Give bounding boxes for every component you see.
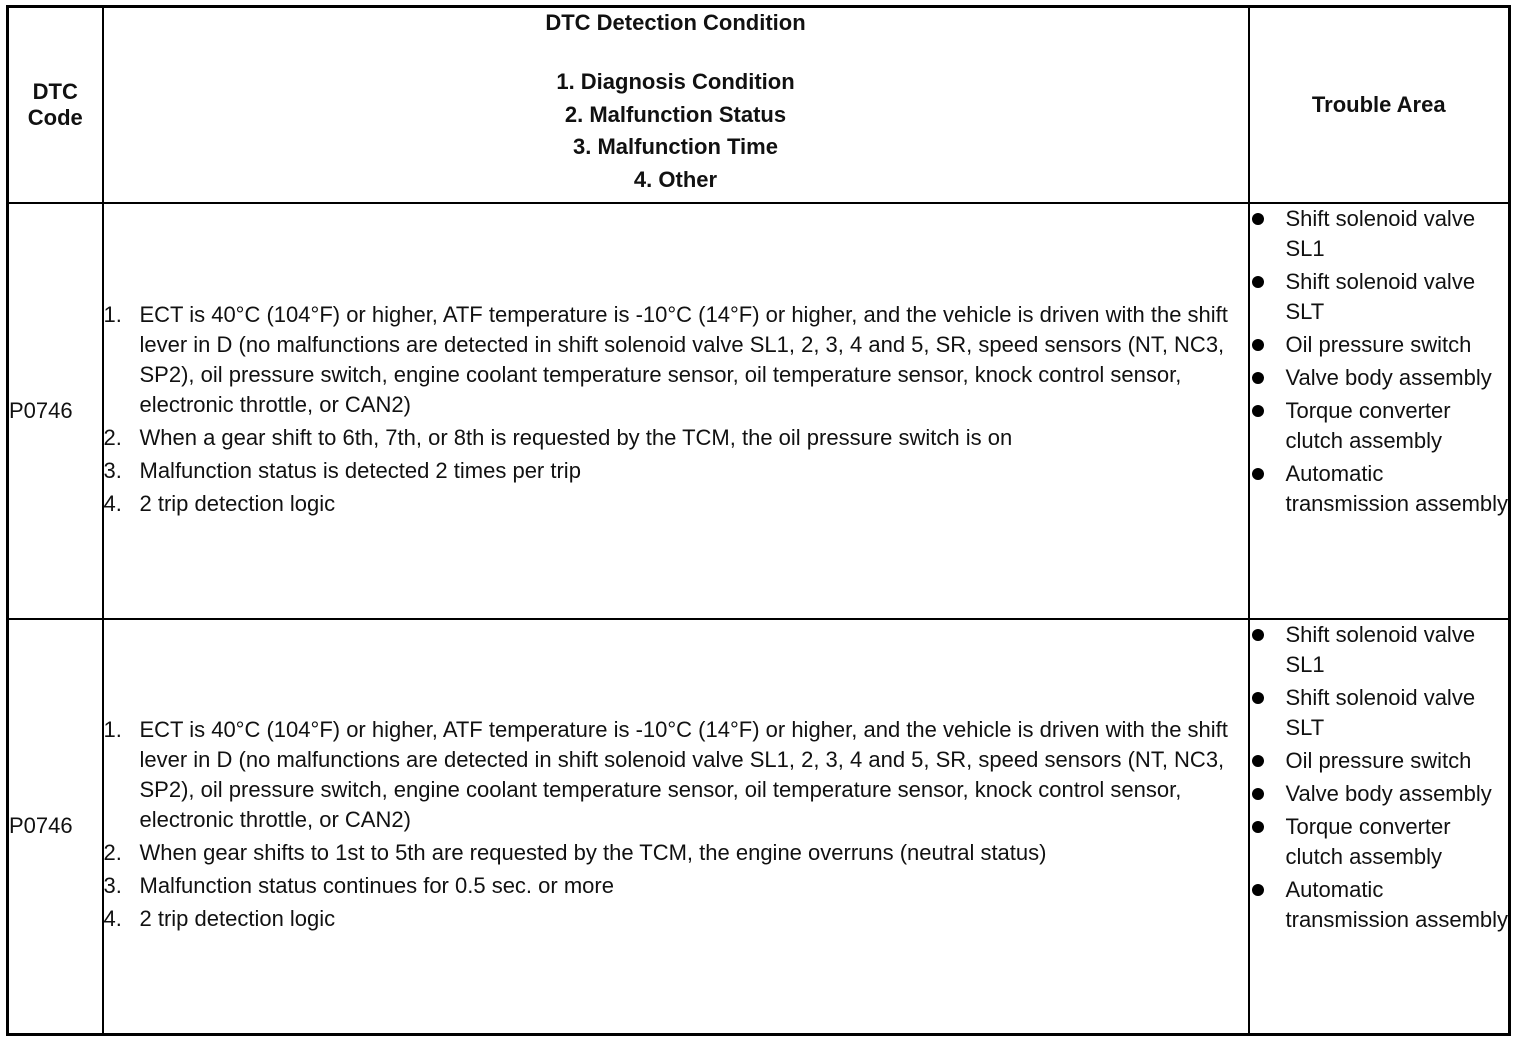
trouble-area-item bbox=[1250, 875, 1509, 935]
trouble-area-text: Shift solenoid valve SLT bbox=[1285, 684, 1476, 740]
condition-header-item: 4. Other bbox=[633, 166, 718, 192]
condition-item bbox=[104, 489, 1248, 519]
dtc-code-header bbox=[8, 7, 103, 203]
bullet-icon bbox=[1252, 788, 1264, 800]
trouble-area-item bbox=[1250, 363, 1509, 393]
condition-number: 2. bbox=[103, 424, 122, 450]
bullet-icon bbox=[1252, 629, 1264, 641]
condition-number: 1. bbox=[103, 301, 122, 327]
trouble-area-text: Valve body assembly bbox=[1285, 364, 1492, 390]
condition-text: 2 trip detection logic bbox=[139, 490, 336, 516]
trouble-area-item bbox=[1250, 620, 1509, 680]
trouble-area-item bbox=[1250, 459, 1509, 519]
trouble-area-text: Shift solenoid valve SLT bbox=[1285, 268, 1476, 324]
bullet-icon bbox=[1252, 372, 1264, 384]
trouble-area-text: Automatic transmission assembly bbox=[1285, 460, 1509, 516]
bullet-icon bbox=[1252, 468, 1264, 480]
condition-item bbox=[104, 715, 1248, 835]
condition-item bbox=[104, 456, 1248, 486]
bullet-icon bbox=[1252, 755, 1264, 767]
condition-text: Malfunction status continues for 0.5 sec. or more bbox=[139, 873, 614, 899]
trouble-area-text: Torque converter clutch assembly bbox=[1285, 397, 1451, 453]
trouble-area-item bbox=[1250, 204, 1509, 264]
bullet-icon bbox=[1252, 692, 1264, 704]
trouble-area-list bbox=[1250, 204, 1509, 519]
trouble-area-item bbox=[1250, 746, 1509, 776]
trouble-area-item bbox=[1250, 330, 1509, 360]
condition-number: 4. bbox=[103, 906, 122, 932]
condition-list bbox=[104, 715, 1248, 934]
table-row bbox=[8, 203, 1510, 619]
trouble-area-text: Automatic transmission assembly bbox=[1285, 876, 1509, 932]
detection-condition-header bbox=[103, 7, 1249, 203]
bullet-icon bbox=[1252, 821, 1264, 833]
condition-number: 3. bbox=[103, 457, 122, 483]
bullet-icon bbox=[1252, 276, 1264, 288]
table-header-row bbox=[8, 7, 1510, 203]
dtc-table bbox=[6, 5, 1511, 1036]
condition-item bbox=[104, 423, 1248, 453]
condition-item bbox=[104, 300, 1248, 420]
trouble-area-cell bbox=[1249, 203, 1510, 619]
condition-text: ECT is 40°C (104°F) or higher, ATF temperature is -10°C (14°F) or higher, and the vehicle is driven with the shift lever in D (no malfunctions are detected in shift solenoid valve SL1, 2, 3, 4 and 5, SR, speed sensors (NT, NC3, SP2), oil pressure switch, engine coolant temperature sensor, oil temperature sensor, knock control sensor, electronic throttle, or CAN2) bbox=[139, 717, 1228, 833]
bullet-icon bbox=[1252, 339, 1264, 351]
condition-header-item: 2. Malfunction Status bbox=[564, 101, 787, 127]
bullet-icon bbox=[1252, 884, 1264, 896]
detection-condition-cell bbox=[103, 203, 1249, 619]
condition-text: ECT is 40°C (104°F) or higher, ATF temperature is -10°C (14°F) or higher, and the vehicle is driven with the shift lever in D (no malfunctions are detected in shift solenoid valve SL1, 2, 3, 4 and 5, SR, speed sensors (NT, NC3, SP2), oil pressure switch, engine coolant temperature sensor, oil temperature sensor, knock control sensor, electronic throttle, or CAN2) bbox=[139, 301, 1228, 417]
bullet-icon bbox=[1252, 213, 1264, 225]
trouble-area-list bbox=[1250, 620, 1509, 935]
trouble-area-text: Oil pressure switch bbox=[1285, 747, 1472, 773]
condition-text: Malfunction status is detected 2 times per trip bbox=[139, 457, 581, 483]
dtc-code-header-line1: DTC bbox=[32, 78, 78, 104]
condition-number: 2. bbox=[103, 840, 122, 866]
trouble-area-header: Trouble Area bbox=[1249, 7, 1510, 203]
condition-number: 4. bbox=[103, 490, 122, 516]
detection-condition-title: DTC Detection Condition bbox=[545, 10, 806, 35]
trouble-area-cell bbox=[1249, 619, 1510, 1035]
bullet-icon bbox=[1252, 405, 1264, 417]
condition-header-item: 3. Malfunction Time bbox=[573, 134, 778, 159]
trouble-area-item bbox=[1250, 779, 1509, 809]
condition-item bbox=[104, 871, 1248, 901]
trouble-area-item bbox=[1250, 396, 1509, 456]
condition-text: When a gear shift to 6th, 7th, or 8th is requested by the TCM, the oil pressure switch is on bbox=[139, 424, 1013, 450]
condition-item bbox=[104, 904, 1248, 934]
detection-condition-cell bbox=[103, 619, 1249, 1035]
dtc-code-cell: P0746 bbox=[8, 203, 103, 619]
condition-number: 3. bbox=[103, 873, 122, 899]
trouble-area-text: Oil pressure switch bbox=[1285, 331, 1472, 357]
dtc-code-header-line2: Code bbox=[27, 104, 83, 130]
trouble-area-text: Torque converter clutch assembly bbox=[1285, 813, 1451, 869]
condition-text: 2 trip detection logic bbox=[139, 906, 336, 932]
trouble-area-item bbox=[1250, 812, 1509, 872]
trouble-area-item bbox=[1250, 267, 1509, 327]
trouble-area-text: Shift solenoid valve SL1 bbox=[1285, 205, 1476, 261]
condition-header-item: 1. Diagnosis Condition bbox=[556, 69, 795, 94]
condition-number: 1. bbox=[103, 717, 122, 743]
trouble-area-text: Shift solenoid valve SL1 bbox=[1285, 621, 1476, 677]
condition-item bbox=[104, 838, 1248, 868]
trouble-area-item bbox=[1250, 683, 1509, 743]
condition-list bbox=[104, 300, 1248, 519]
table-row bbox=[8, 619, 1510, 1035]
condition-text: When gear shifts to 1st to 5th are requested by the TCM, the engine overruns (neutral status) bbox=[139, 840, 1047, 866]
dtc-code-cell: P0746 bbox=[8, 619, 103, 1035]
trouble-area-text: Valve body assembly bbox=[1285, 780, 1492, 806]
